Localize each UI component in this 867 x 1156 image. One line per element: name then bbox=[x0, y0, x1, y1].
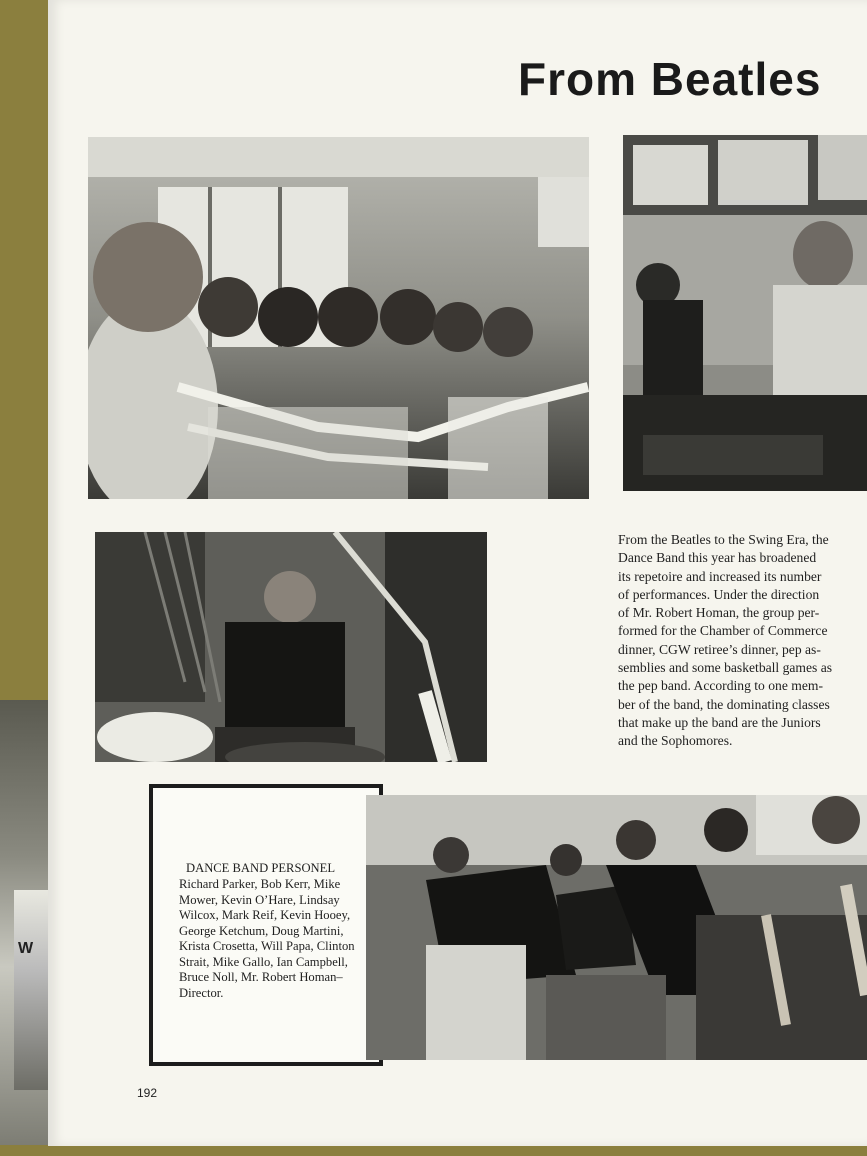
saxophone-section-photo bbox=[366, 795, 867, 1060]
story-line: formed for the Chamber of Commerce bbox=[618, 623, 828, 639]
adjacent-page-figure bbox=[14, 890, 48, 1090]
story-line: semblies and some basketball games as bbox=[618, 660, 833, 676]
yearbook-page bbox=[48, 0, 867, 1146]
personnel-box bbox=[149, 784, 383, 1066]
personnel-list bbox=[179, 877, 355, 1001]
story-line: of performances. Under the direction bbox=[618, 586, 820, 602]
story-text bbox=[618, 531, 867, 751]
story-line: of Mr. Robert Homan, the group per- bbox=[618, 605, 820, 621]
personnel-line: Strait, Mike Gallo, Ian Campbell, bbox=[179, 954, 348, 969]
story-line: that make up the band are the Juniors bbox=[618, 714, 821, 730]
personnel-line: Wilcox, Mark Reif, Kevin Hooey, bbox=[179, 908, 351, 922]
story-line: Dance Band this year has broadened bbox=[618, 550, 817, 566]
story-line: ber of the band, the dominating classes bbox=[618, 696, 830, 712]
page-headline: From Beatles bbox=[518, 53, 822, 105]
director-photo bbox=[623, 135, 867, 491]
personnel-line: George Ketchum, Doug Martini, bbox=[179, 923, 344, 938]
personnel-line: Richard Parker, Bob Kerr, Mike bbox=[179, 877, 341, 891]
personnel-line: Krista Crosetta, Will Papa, Clinton bbox=[179, 939, 355, 953]
trumpet-section-photo bbox=[88, 137, 589, 499]
adjacent-page-letter: W bbox=[18, 940, 34, 957]
page-number: 192 bbox=[137, 1086, 158, 1100]
story-line: dinner, CGW retiree’s dinner, pep as- bbox=[618, 641, 821, 657]
personnel-title: DANCE BAND PERSONEL bbox=[186, 861, 336, 875]
personnel-line: Director. bbox=[179, 985, 224, 1000]
story-line: and the Sophomores. bbox=[618, 733, 733, 749]
story-line: the pep band. According to one mem- bbox=[618, 678, 823, 694]
story-line: its repetoire and increased its number bbox=[618, 568, 822, 584]
drummer-photo bbox=[95, 532, 487, 762]
personnel-line: Bruce Noll, Mr. Robert Homan– bbox=[179, 970, 343, 984]
story-line: From the Beatles to the Swing Era, the bbox=[618, 532, 829, 547]
personnel-line: Mower, Kevin O’Hare, Lindsay bbox=[179, 892, 340, 907]
